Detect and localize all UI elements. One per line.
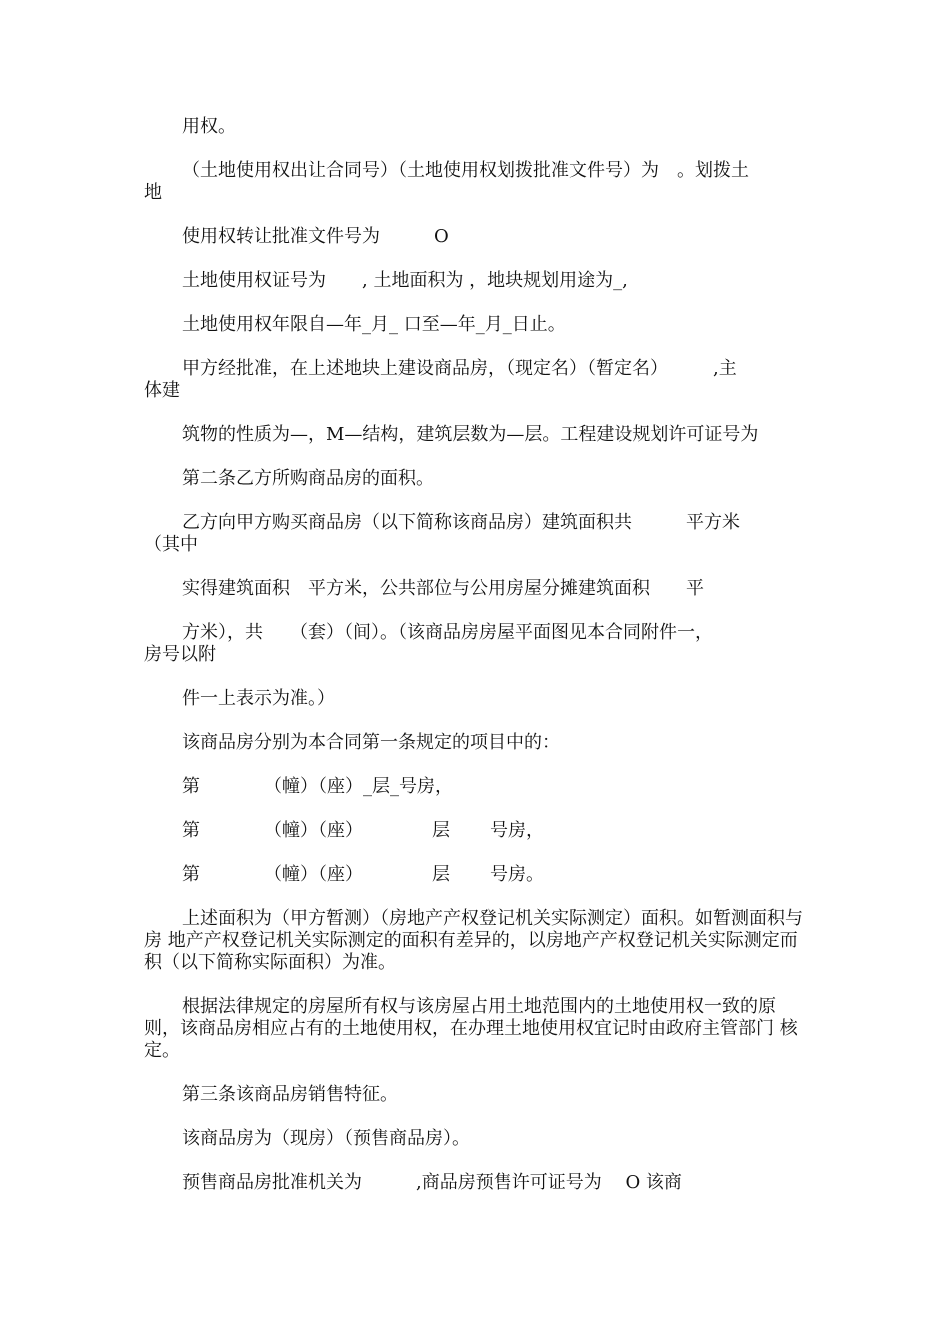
text-line: 使用权转让批准文件号为 O [182,226,449,247]
text-line: 地 [144,182,162,203]
room-row-di: 第 [182,864,200,885]
room-row-number: 号房， [490,820,544,841]
text-line: （土地使用权出让合同号）（土地使用权划拨批准文件号）为 。划拨土 [182,160,749,181]
text-line: 筑物的性质为—，M—结构，建筑层数为—层。工程建设规划许可证号为 [182,424,759,445]
text-line: 土地使用权年限自—年_月_ 口至—年_月_日止。 [182,314,566,335]
article-heading: 第二条乙方所购商品房的面积。 [182,468,434,489]
text-line: 件一上表示为准。） [182,688,335,709]
text-line: 方米），共 （套）（间）。（该商品房房屋平面图见本合同附件一， [182,622,713,643]
text-line: 房号以附 [144,644,216,665]
text-line: 预售商品房批准机关为 ,商品房预售许可证号为 O 该商 [182,1172,682,1193]
room-row-floor: 层 [432,820,450,841]
text-line: 该商品房分别为本合同第一条规定的项目中的： [182,732,560,753]
text-line: 体建 [144,380,180,401]
room-row-number: 号房。 [490,864,544,885]
paragraph-land-right: 根据法律规定的房屋所有权与该房屋占用土地范围内的土地使用权一致的原 则，该商品房相应占有的土地使用权，在办理土地使用权宜记时由政府主管部门 核定。 [144,996,798,1061]
text-line: 用权。 [182,116,236,137]
room-row-building: （幢）（座）_层_号房， [264,776,453,797]
text-line: 该商品房为（现房）（预售商品房）。 [182,1128,470,1149]
text-line: （其中 [144,534,198,555]
text-line: 土地使用权证号为 , 土地面积为 ，地块规划用途为_, [182,270,628,291]
text-line: 甲方经批准，在上述地块上建设商品房，（现定名）（暂定名） ,主 [182,358,737,379]
paragraph-area-note: 上述面积为（甲方暂测）（房地产产权登记机关实际测定）面积。如暂测面积与房 地产产权登记机关实际测定的面积有差异的，以房地产产权登记机关实际测定而 积（以下简称实际面积）为准。 [144,908,803,973]
room-row-di: 第 [182,820,200,841]
room-row-floor: 层 [432,864,450,885]
text-line: 乙方向甲方购买商品房（以下简称该商品房）建筑面积共 平方米 [182,512,740,533]
room-row-building: （幢）（座） [264,820,363,841]
room-row-building: （幢）（座） [264,864,363,885]
room-row-di: 第 [182,776,200,797]
text-line: 实得建筑面积 平方米，公共部位与公用房屋分摊建筑面积 平 [182,578,704,599]
article-heading: 第三条该商品房销售特征。 [182,1084,398,1105]
